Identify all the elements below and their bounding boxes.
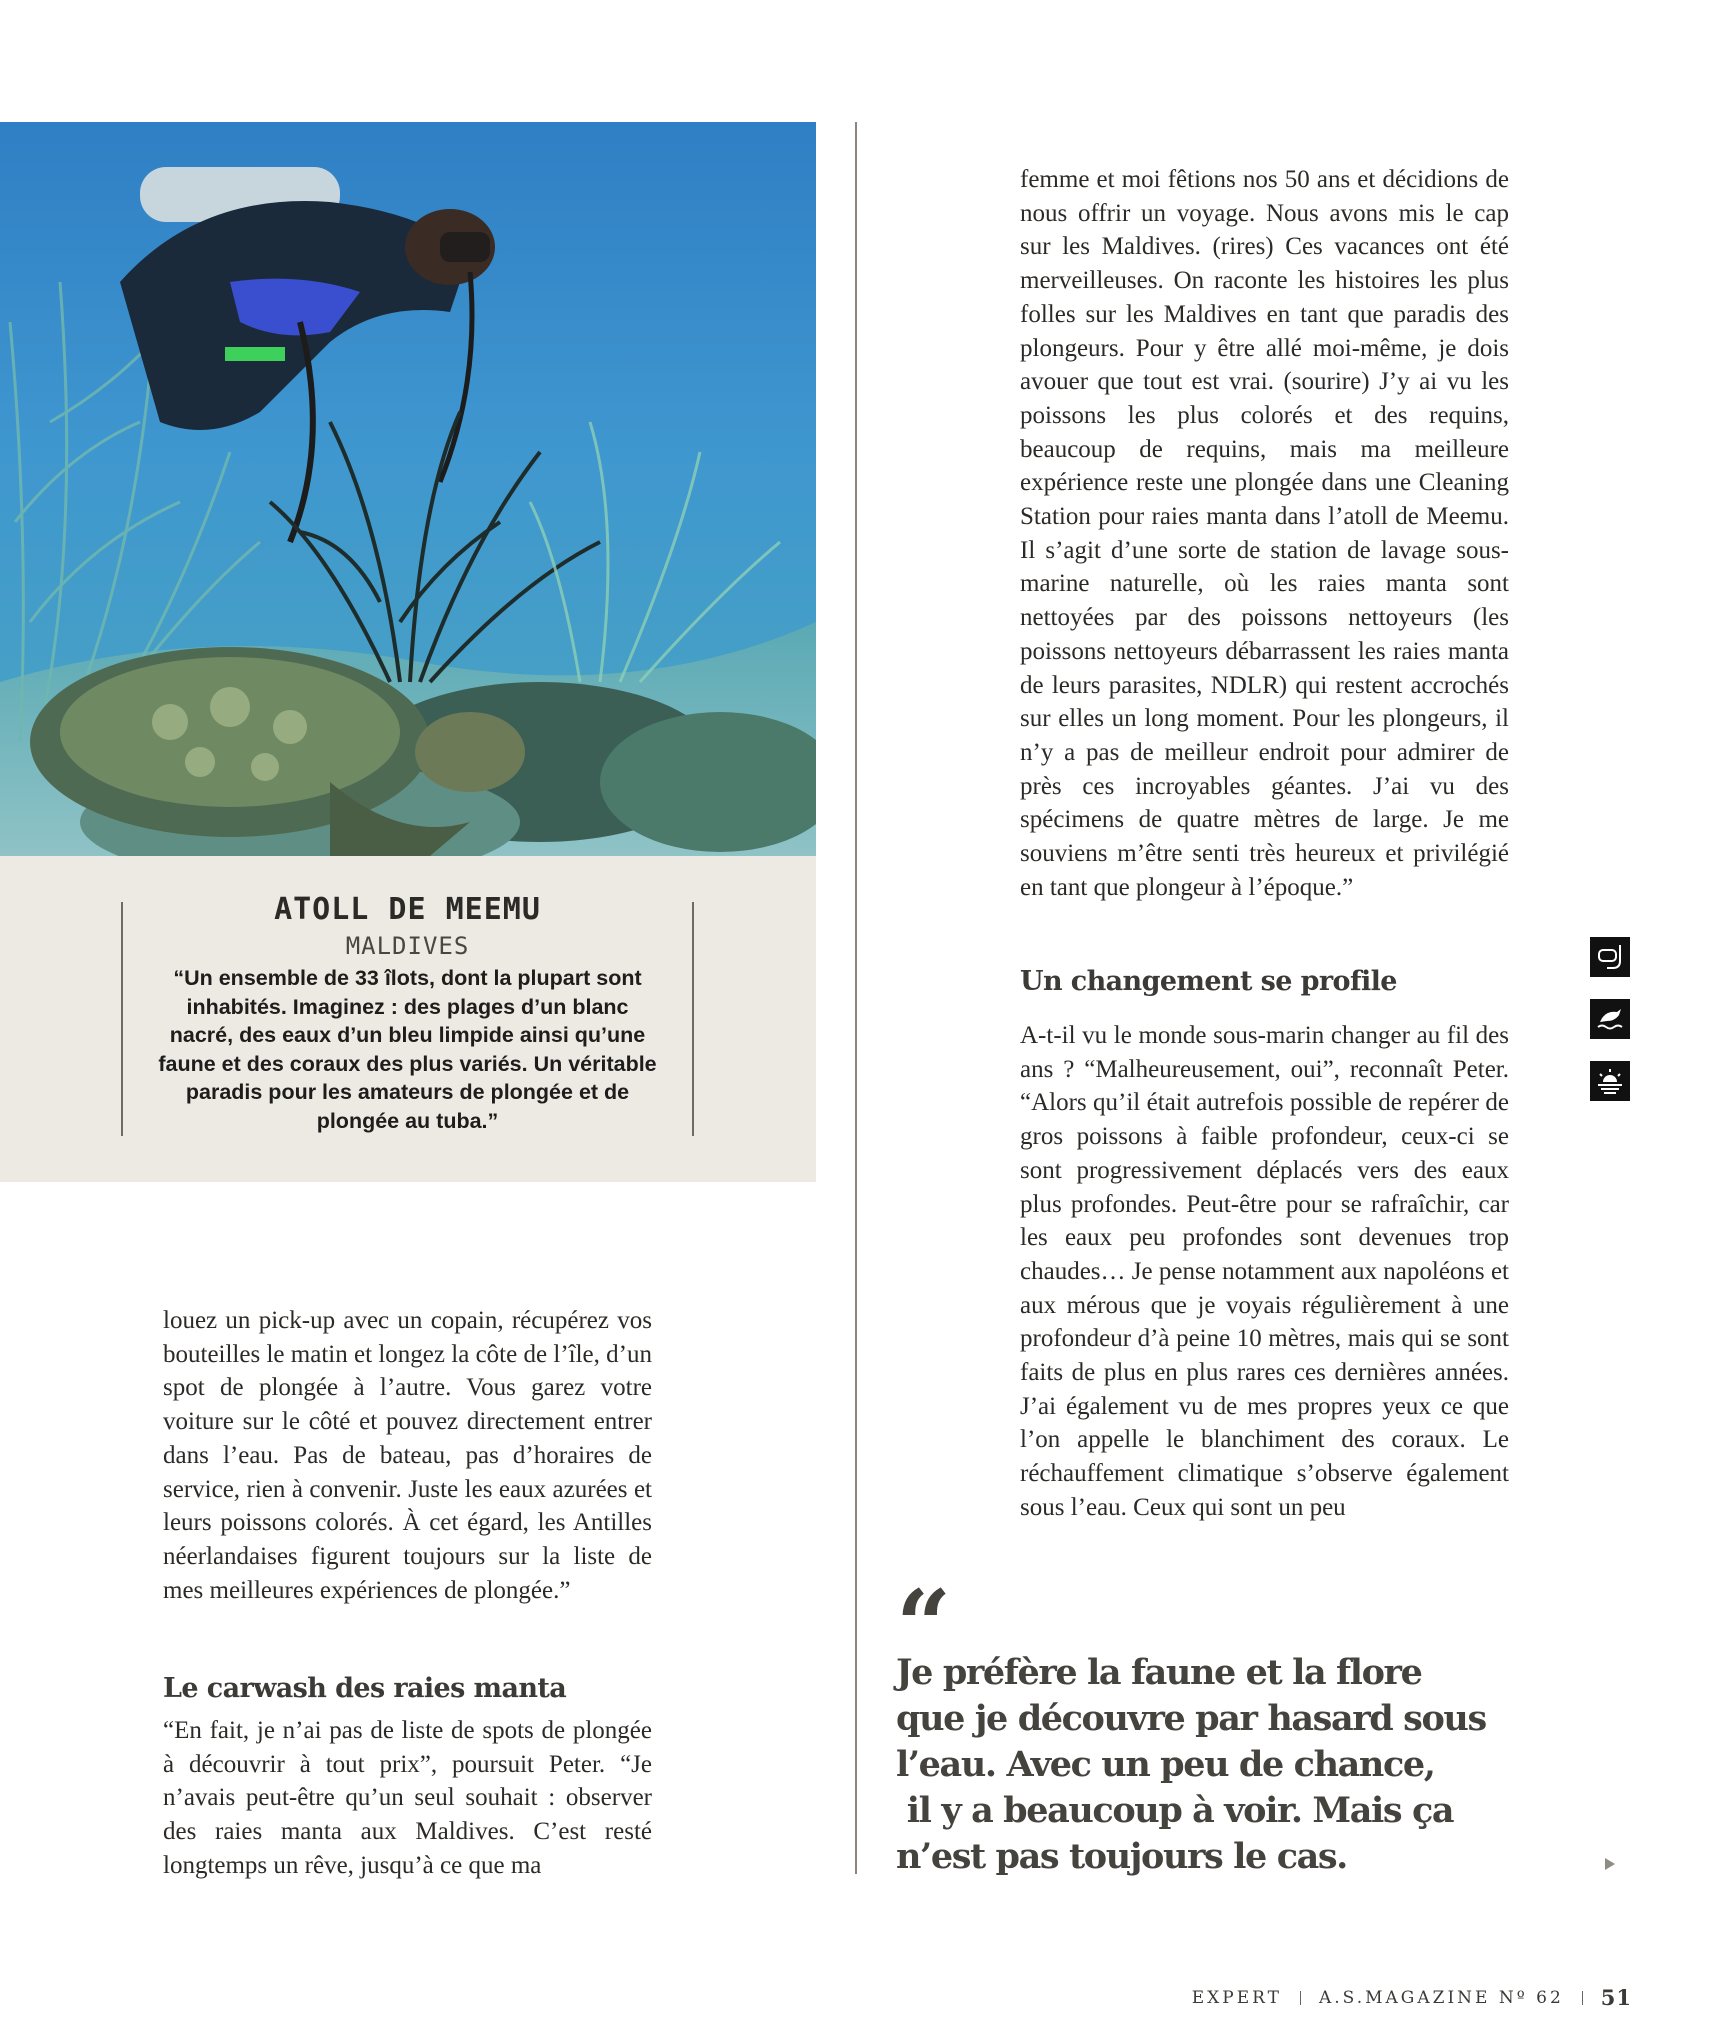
pull-quote-mark: “ <box>896 1569 952 1682</box>
left-subhead: Le carwash des raies manta <box>163 1673 567 1704</box>
left-paragraph-2: “En fait, je n’ai pas de liste de spots de plongée à découvrir à tout prix”, poursuit Peter. “Je n’avais peut-être qu’un seul souhait : observer des raies manta aux Maldives. C’est resté longtemps un rêve, jusqu’à ce que ma <box>163 1717 652 1879</box>
footer-separator <box>1300 1991 1301 2005</box>
caption-title: ATOLL DE MEEMU <box>274 892 541 927</box>
caption-right-rule <box>692 902 694 1136</box>
left-column-body-2 <box>163 1714 652 1883</box>
page-number: 51 <box>1600 1985 1632 2010</box>
article-photo <box>0 122 816 856</box>
footer-magazine: A.S.MAGAZINE Nº 62 <box>1318 1987 1564 2008</box>
dolphin-wave-icon <box>1590 999 1630 1039</box>
right-paragraph-1: femme et moi fêtions nos 50 ans et décidions de nous offrir un voyage. Nous avons mis le cap sur les Maldives. (rires) Ces vacances ont été merveilleuses. On raconte les histoires les plus folles sur les Maldives en tant que paradis des plongeurs. Pour y être allé moi-même, je dois avouer que tout est vrai. (sourire) J’y ai vu les poissons les plus colorés et des requins, beaucoup de requins, mais ma meilleure expérience reste une plongée dans une Cleaning Station pour raies manta dans l’atoll de Meemu. Il s’agit d’une sorte de station de lavage sous-marine naturelle, où les raies manta sont nettoyées par des poissons nettoyeurs (les poissons nettoyeurs débarrassent les raies manta de leurs parasites, NDLR) qui restent accrochés sur elles un long moment. Pour les plongeurs, il n’y a pas de meilleur endroit pour admirer de près ces incroyables géantes. J’ai vu des spécimens de quatre mètres de large. Je me souviens m’être senti très heureux et privilégié en tant que plongeur à l’époque.” <box>1020 166 1509 901</box>
footer-separator <box>1582 1991 1583 2005</box>
page-footer <box>1192 1985 1632 2010</box>
left-paragraph-1: louez un pick-up avec un copain, récupérez vos bouteilles le matin et longez la côte de l’île, d’un spot de plongée à l’autre. Vous garez votre voiture sur le côté et pouvez directement entrer dans l’eau. Pas de bateau, pas d’horaires de service, rien à convenir. Juste les eaux azurées et leurs poissons colorés. À cet égard, les Antilles néerlandaises figurent toujours sur la liste de mes meilleures expériences de plongée.” <box>163 1307 652 1604</box>
next-arrow-icon <box>1603 1856 1617 1876</box>
caption-subtitle: MALDIVES <box>345 932 470 960</box>
right-subhead: Un changement se profile <box>1020 966 1397 997</box>
right-column-body-2 <box>1020 1019 1509 1525</box>
pull-quote: Je préfère la faune et la flore que je découvre par hasard sous l’eau. Avec un peu de chance, il y a beaucoup à voir. Mais ça n’est pas toujours le cas. <box>896 1652 1486 1877</box>
caption-quote: “Un ensemble de 33 îlots, dont la plupart sont inhabités. Imaginez : des plages d’un blanc nacré, des eaux d’un bleu limpide ainsi qu’une faune et des coraux des plus variés. Un véritable paradis pour les amateurs de plongée et de plongée au tuba.” <box>158 966 657 1133</box>
snorkel-mask-icon <box>1590 937 1630 977</box>
caption-left-rule <box>121 902 123 1136</box>
footer-section: EXPERT <box>1191 1987 1282 2008</box>
right-column-body <box>1020 163 1509 904</box>
left-column-body <box>163 1304 652 1607</box>
sunset-sea-icon <box>1590 1061 1630 1101</box>
right-paragraph-2: A-t-il vu le monde sous-marin changer au fil des ans ? “Malheureusement, oui”, reconnaît Peter. “Alors qu’il était autrefois possible de repérer de gros poissons à faible profondeur, ceux-ci se sont progressivement déplacés vers des eaux plus profondes. Peut-être pour se rafraîchir, car les eaux peu profondes sont devenues trop chaudes… Je pense notamment aux napoléons et aux mérous que je voyais régulièrement à une profondeur d’à peine 10 mètres, mais qui se sont faits de plus en plus rares ces dernières années. J’ai également vu de mes propres yeux ce que l’on appelle le blanchiment des coraux. Le réchauffement climatique s’observe également sous l’eau. Ceux qui sont un peu <box>1020 1022 1509 1521</box>
column-divider <box>855 122 857 1874</box>
